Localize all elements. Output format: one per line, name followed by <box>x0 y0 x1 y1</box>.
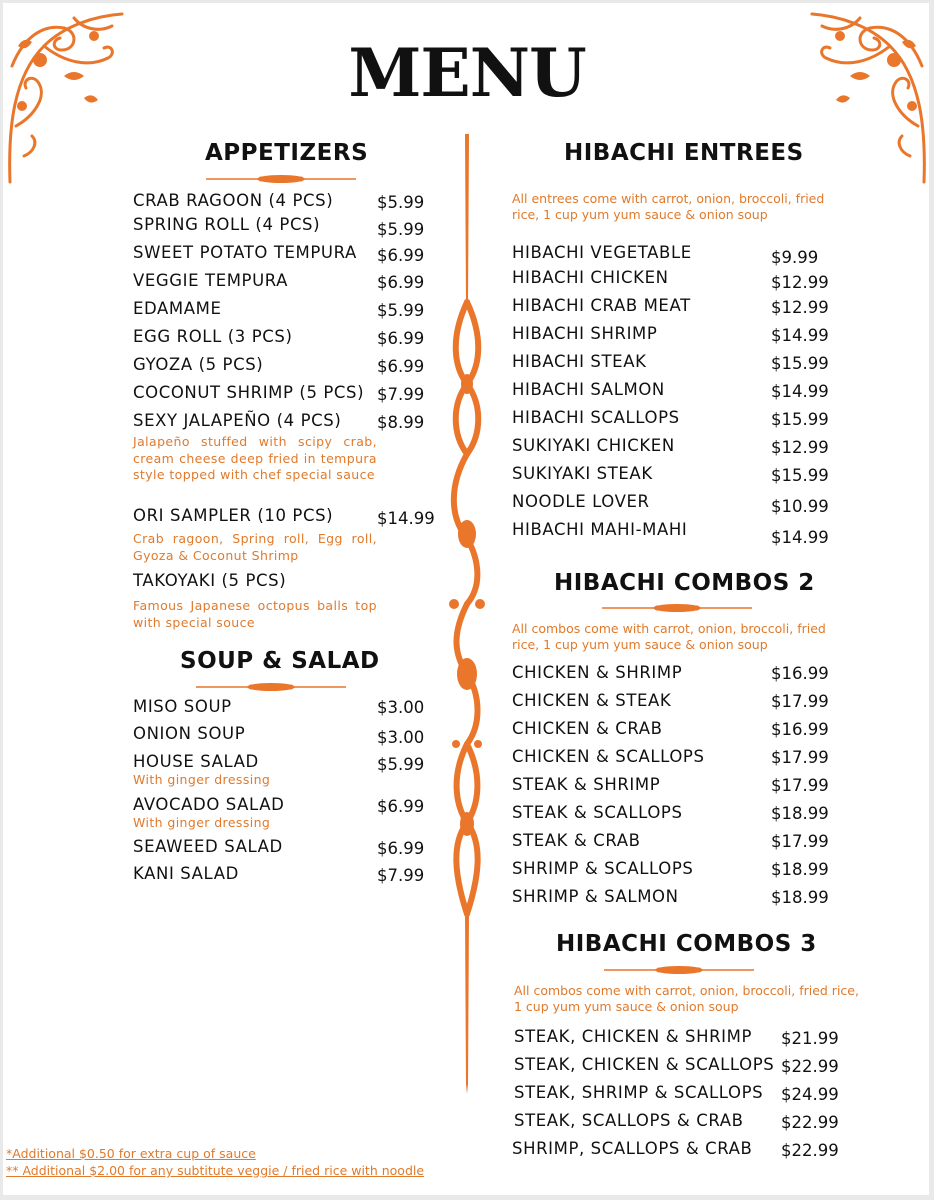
menu-item-name: STEAK, SCALLOPS & CRAB <box>514 1111 744 1130</box>
menu-item-name: SUKIYAKI CHICKEN <box>512 436 675 455</box>
menu-item-price: $14.99 <box>771 528 829 547</box>
menu-item-name: HIBACHI MAHI-MAHI <box>512 520 688 539</box>
footnote-extra-sauce: *Additional $0.50 for extra cup of sauce <box>6 1146 256 1161</box>
menu-item-price: $3.00 <box>377 698 425 717</box>
menu-item-name: CHICKEN & SHRIMP <box>512 663 683 682</box>
menu-item-name: SWEET POTATO TEMPURA <box>133 243 357 262</box>
menu-item-name: HOUSE SALAD <box>133 752 259 771</box>
menu-item-name: SUKIYAKI STEAK <box>512 464 653 483</box>
menu-item-name: STEAK, CHICKEN & SHRIMP <box>514 1027 753 1046</box>
vertical-ornamental-divider <box>444 134 490 1094</box>
menu-item-description: Famous Japanese octopus balls top with special souce <box>133 598 377 630</box>
soup-salad-heading: SOUP & SALAD <box>180 648 380 674</box>
menu-item-name: HIBACHI SCALLOPS <box>512 408 680 427</box>
menu-item-price: $22.99 <box>781 1057 839 1076</box>
menu-item-price: $14.99 <box>771 326 829 345</box>
menu-item-price: $3.00 <box>377 728 425 747</box>
section-ornament <box>206 174 356 184</box>
menu-item-price: $12.99 <box>771 273 829 292</box>
menu-item-name: CRAB RAGOON (4 PCS) <box>133 191 334 210</box>
menu-item-name: AVOCADO SALAD <box>133 795 285 814</box>
section-note: All combos come with carrot, onion, broccoli, fried rice, 1 cup yum yum sauce & onion soup <box>512 621 826 652</box>
menu-item-price: $7.99 <box>377 385 425 404</box>
menu-item-price: $10.99 <box>771 497 829 516</box>
menu-item-price: $6.99 <box>377 329 425 348</box>
menu-item-price: $6.99 <box>377 273 425 292</box>
menu-item-name: HIBACHI VEGETABLE <box>512 243 692 262</box>
menu-item-name: ORI SAMPLER (10 PCS) <box>133 506 334 525</box>
menu-item-name: STEAK, SHRIMP & SCALLOPS <box>514 1083 764 1102</box>
section-ornament <box>196 682 346 692</box>
menu-item-price: $15.99 <box>771 354 829 373</box>
section-note: All entrees come with carrot, onion, broccoli, fried rice, 1 cup yum yum sauce & onion soup <box>512 191 825 222</box>
menu-item-name: NOODLE LOVER <box>512 492 650 511</box>
hibachi-combos-2-heading: HIBACHI COMBOS 2 <box>554 570 815 596</box>
menu-item-price: $5.99 <box>377 755 425 774</box>
menu-item-price: $14.99 <box>771 382 829 401</box>
menu-item-name: HIBACHI CHICKEN <box>512 268 669 287</box>
menu-item-name: CHICKEN & CRAB <box>512 719 663 738</box>
menu-item-name: SHRIMP & SCALLOPS <box>512 859 694 878</box>
menu-item-price: $5.99 <box>377 193 425 212</box>
menu-item-name: HIBACHI SALMON <box>512 380 665 399</box>
menu-item-price: $6.99 <box>377 246 425 265</box>
menu-item-price: $17.99 <box>771 692 829 711</box>
section-note: All combos come with carrot, onion, broccoli, fried rice, 1 cup yum yum sauce & onion soup <box>514 983 859 1014</box>
menu-item-name: MISO SOUP <box>133 697 232 716</box>
menu-item-name: HIBACHI STEAK <box>512 352 647 371</box>
menu-item-price: $24.99 <box>781 1085 839 1104</box>
menu-item-name: STEAK & CRAB <box>512 831 641 850</box>
menu-item-price: $18.99 <box>771 860 829 879</box>
menu-title: MENU <box>348 34 586 112</box>
menu-item-description: With ginger dressing <box>133 772 271 787</box>
menu-item-price: $6.99 <box>377 797 425 816</box>
menu-item-price: $8.99 <box>377 413 425 432</box>
menu-item-price: $22.99 <box>781 1113 839 1132</box>
menu-item-price: $6.99 <box>377 839 425 858</box>
menu-item-price: $18.99 <box>771 804 829 823</box>
hibachi-entrees-heading: HIBACHI ENTREES <box>564 140 804 166</box>
menu-item-price: $15.99 <box>771 466 829 485</box>
menu-item-price: $21.99 <box>781 1029 839 1048</box>
menu-item-price: $16.99 <box>771 720 829 739</box>
menu-item-name: STEAK & SHRIMP <box>512 775 661 794</box>
menu-item-price: $12.99 <box>771 438 829 457</box>
menu-item-name: SPRING ROLL (4 PCS) <box>133 215 321 234</box>
menu-item-price: $9.99 <box>771 248 819 267</box>
menu-item-name: KANI SALAD <box>133 864 239 883</box>
menu-item-name: CHICKEN & STEAK <box>512 691 672 710</box>
menu-item-name: SEAWEED SALAD <box>133 837 283 856</box>
section-ornament <box>602 603 752 613</box>
menu-item-description: With ginger dressing <box>133 815 271 830</box>
menu-item-price: $15.99 <box>771 410 829 429</box>
menu-item-name: SHRIMP & SALMON <box>512 887 679 906</box>
menu-item-price: $5.99 <box>377 220 425 239</box>
menu-item-name: ONION SOUP <box>133 724 246 743</box>
menu-item-price: $7.99 <box>377 866 425 885</box>
menu-item-price: $22.99 <box>781 1141 839 1160</box>
menu-item-name: EDAMAME <box>133 299 222 318</box>
menu-item-name: CHICKEN & SCALLOPS <box>512 747 705 766</box>
menu-item-price: $12.99 <box>771 298 829 317</box>
hibachi-combos-3-heading: HIBACHI COMBOS 3 <box>556 931 817 957</box>
menu-item-name: STEAK, CHICKEN & SCALLOPS <box>514 1055 775 1074</box>
menu-item-name: EGG ROLL (3 PCS) <box>133 327 293 346</box>
menu-item-description: Crab ragoon, Spring roll, Egg roll, Gyoza & Coconut Shrimp <box>133 531 377 563</box>
menu-item-price: $6.99 <box>377 357 425 376</box>
menu-item-name: VEGGIE TEMPURA <box>133 271 289 290</box>
menu-item-name: SHRIMP, SCALLOPS & CRAB <box>512 1139 753 1158</box>
menu-item-price: $14.99 <box>377 509 435 528</box>
appetizers-heading: APPETIZERS <box>205 140 369 166</box>
footnote-substitute: ** Additional $2.00 for any subtitute veggie / fried rice with noodle <box>6 1163 425 1178</box>
menu-item-name: STEAK & SCALLOPS <box>512 803 683 822</box>
section-ornament <box>604 965 754 975</box>
menu-item-name: HIBACHI CRAB MEAT <box>512 296 691 315</box>
menu-item-name: SEXY JALAPEÑO (4 PCS) <box>133 411 342 430</box>
menu-item-name: HIBACHI SHRIMP <box>512 324 658 343</box>
menu-item-price: $18.99 <box>771 888 829 907</box>
menu-item-price: $5.99 <box>377 301 425 320</box>
menu-item-name: TAKOYAKI (5 PCS) <box>133 571 287 590</box>
menu-item-price: $17.99 <box>771 748 829 767</box>
menu-item-price: $17.99 <box>771 832 829 851</box>
menu-item-name: COCONUT SHRIMP (5 PCS) <box>133 383 365 402</box>
menu-item-description: Jalapeño stuffed with scipy crab, cream cheese deep fried in tempura style topped with chef special sauce <box>133 434 377 482</box>
menu-item-price: $17.99 <box>771 776 829 795</box>
menu-item-name: GYOZA (5 PCS) <box>133 355 264 374</box>
menu-item-price: $16.99 <box>771 664 829 683</box>
